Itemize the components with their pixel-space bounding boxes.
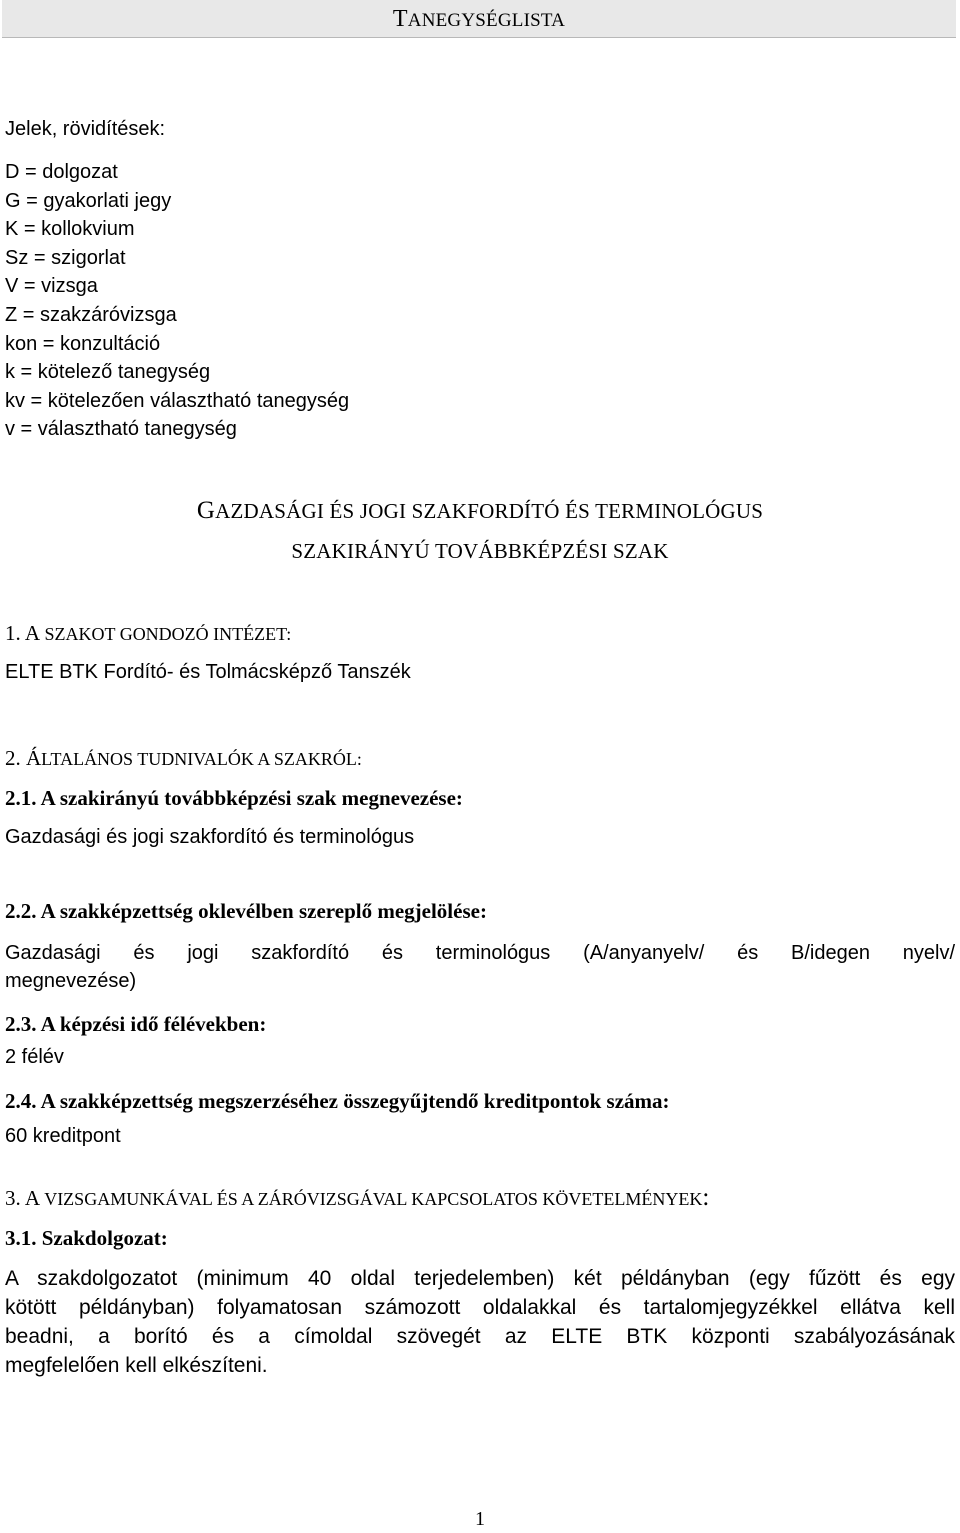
- section-heading-rest: VIZSGAMUNKÁVAL ÉS A ZÁRÓVIZSGÁVAL KAPCSOLATOS KÖVETELMÉNYEK: [40, 1189, 703, 1209]
- section-heading-rest: SZAKOT GONDOZÓ INTÉZET:: [40, 624, 292, 644]
- abbreviations-list: [5, 158, 349, 444]
- subsection-3-1-heading: 3.1. Szakdolgozat:: [5, 1226, 168, 1250]
- title-rest: ANEGYSÉGLISTA: [407, 10, 566, 31]
- program-title-line2: SZAKIRÁNYÚ TOVÁBBKÉPZÉSI SZAK: [291, 539, 669, 563]
- subsection-2-4-heading: 2.4. A szakképzettség megszerzéséhez összegyűjtendő kreditpontok száma:: [5, 1089, 670, 1113]
- abbreviation-item: Sz = szigorlat: [5, 246, 126, 269]
- abbreviation-item: K = kollokvium: [5, 218, 135, 241]
- abbreviation-item: D = dolgozat: [5, 161, 118, 183]
- section-number: 3.: [5, 1186, 25, 1210]
- section-initial: A: [24, 621, 41, 645]
- text-line: Gazdasági és jogi szakfordító és terminológus (A/anyanyelv/ és B/idegen nyelv/: [5, 942, 955, 964]
- program-title-line1: [0, 497, 960, 525]
- text-line: A szakdolgozatot (minimum 40 oldal terjedelemben) két példányban (egy fűzött és egy: [5, 1267, 955, 1290]
- subsection-2-3-heading: 2.3. A képzési idő félévekben:: [5, 1012, 267, 1036]
- document-title: [2, 6, 956, 33]
- page-number: 1: [475, 1508, 485, 1530]
- program-title-initial: G: [196, 497, 216, 524]
- abbreviation-item: kv = kötelezően választható tanegység: [5, 389, 350, 412]
- section-2-heading: [5, 746, 362, 771]
- section-initial: Á: [26, 746, 42, 770]
- section-initial: A: [24, 1186, 41, 1210]
- subsection-2-1-value: Gazdasági és jogi szakfordító és terminológus: [5, 826, 415, 848]
- abbreviation-item: v = választható tanegység: [5, 418, 237, 441]
- subsection-2-2-heading: 2.2. A szakképzettség oklevélben szereplő megjelölése:: [5, 899, 487, 923]
- section-heading-rest: LTALÁNOS TUDNIVALÓK A SZAKRÓL:: [41, 749, 362, 769]
- header-banner: [2, 0, 956, 38]
- text-line: megfelelően kell elkészíteni.: [5, 1354, 268, 1377]
- program-title-rest: AZDASÁGI ÉS JOGI SZAKFORDÍTÓ ÉS TERMINOLÓGUS: [215, 499, 764, 523]
- subsection-2-3-value: 2 félév: [5, 1046, 64, 1068]
- abbreviation-item: kon = konzultáció: [5, 332, 161, 355]
- abbreviation-item: V = vizsga: [5, 275, 98, 298]
- section-number: 1.: [5, 621, 25, 645]
- abbreviation-item: k = kötelező tanegység: [5, 361, 211, 384]
- subsection-3-1-paragraph: [5, 1264, 955, 1380]
- abbreviations-heading: Jelek, rövidítések:: [5, 118, 166, 140]
- section-1-heading: [5, 621, 291, 646]
- subsection-2-4-value: 60 kreditpont: [5, 1125, 121, 1147]
- text-line: megnevezése): [5, 970, 137, 992]
- subsection-2-2-value: [5, 939, 955, 995]
- abbreviation-item: G = gyakorlati jegy: [5, 189, 172, 212]
- section-number: 2.: [5, 746, 26, 770]
- text-line: kötött példányban) folyamatosan számozott oldalakkal és tartalomjegyzékkel ellátva kell: [5, 1296, 955, 1319]
- section-1-value: ELTE BTK Fordító- és Tolmácsképző Tanszék: [5, 661, 411, 683]
- section-heading-colon: :: [702, 1184, 710, 1211]
- abbreviation-item: Z = szakzáróvizsga: [5, 303, 177, 326]
- section-3-heading: [5, 1184, 709, 1212]
- title-initial: T: [392, 6, 408, 32]
- subsection-2-1-heading: 2.1. A szakirányú továbbképzési szak megnevezése:: [5, 786, 463, 810]
- text-line: beadni, a borító és a címoldal szövegét az ELTE BTK központi szabályozásának: [5, 1325, 955, 1348]
